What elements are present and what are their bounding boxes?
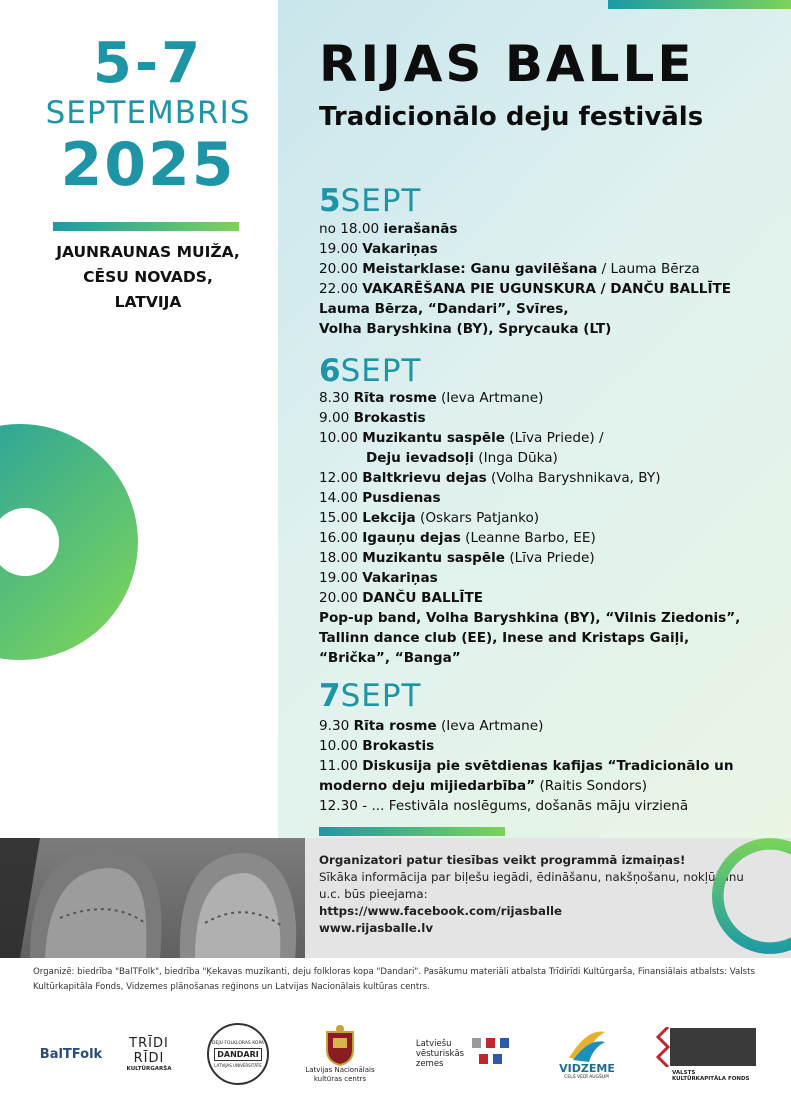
schedule-detail: / Lauma Bērza: [597, 261, 700, 277]
schedule-time: 12.00: [319, 470, 358, 486]
schedule-line: [319, 628, 740, 648]
venue-line: CĒSU NOVADS,: [83, 268, 213, 286]
day-heading: [319, 354, 421, 388]
schedule-activity: Vakariņas: [362, 241, 438, 257]
coat-of-arms-icon: [323, 1024, 357, 1066]
schedule-line: [319, 299, 731, 319]
schedule-activity: Rīta rosme: [353, 718, 437, 734]
schedule-line: [319, 756, 734, 776]
vidzeme-logo: VIDZEME CEĻŠ VEDĪ AUGŠUP!: [548, 1014, 626, 1094]
schedule-line: [319, 408, 740, 428]
sponsor-logos: [0, 1014, 791, 1094]
date-month: SEPTEMBRIS: [45, 95, 251, 131]
schedule-time: 15.00: [319, 510, 358, 526]
schedule-time: no 18.00: [319, 221, 380, 237]
lnkc-logo: Latvijas Nacionālais kultūras centrs: [298, 1014, 382, 1094]
day-label: SEPT: [340, 183, 422, 219]
schedule-time: 22.00: [319, 281, 358, 297]
day-number: 7: [319, 678, 341, 714]
schedule-activity: Volha Baryshkina (BY), Sprycauka (LT): [319, 321, 612, 337]
schedule-activity: Lekcija: [362, 510, 416, 526]
baltfolk-logo: BalTFolk: [39, 1046, 103, 1062]
day-number: 6: [319, 353, 341, 389]
schedule-detail: (Oskars Patjanko): [415, 510, 540, 526]
shoes-illustration: [0, 838, 305, 958]
schedule-line: [319, 588, 740, 608]
schedule-activity: Deju ievadsoļi: [366, 450, 474, 466]
schedule-activity: Brokastis: [362, 738, 435, 754]
schedule-time: 8.30: [319, 390, 350, 406]
schedule-line: [319, 488, 740, 508]
schedule-line: [319, 796, 734, 816]
schedule-activity: Meistarklase: Ganu gavilēšana: [362, 261, 598, 277]
schedule-time: 16.00: [319, 530, 358, 546]
day-label: SEPT: [340, 353, 422, 389]
schedule-time: 20.00: [319, 590, 358, 606]
vkkf-block: [670, 1028, 756, 1066]
schedule-line: [319, 428, 740, 448]
venue-line: LATVIJA: [114, 293, 182, 311]
schedule-detail: (Leanne Barbo, EE): [460, 530, 596, 546]
schedule-activity: Diskusija pie svētdienas kafijas “Tradicionālo un: [362, 758, 734, 774]
schedule-line: [319, 239, 731, 259]
schedule-activity: Muzikantu saspēle: [362, 430, 506, 446]
ring-decoration-left: [0, 424, 138, 662]
left-accent-bar: [53, 222, 239, 231]
notice-info: Sīkāka informācija par biļešu iegādi, ēdināšanu, nakšņošanu, nokļūšanu: [319, 870, 744, 884]
schedule-line: [319, 776, 734, 796]
shields-icon: [470, 1036, 514, 1072]
schedule-detail: (Līva Priede): [505, 550, 595, 566]
schedule-line: [319, 319, 731, 339]
date-days: 5-7: [92, 31, 204, 96]
schedule-activity: DANČU BALLĪTE: [362, 590, 484, 606]
schedule-activity: Lauma Bērza, “Dandari”, Svīres,: [319, 301, 569, 317]
schedule-time: 10.00: [319, 430, 358, 446]
schedule-activity: VAKARĒŠANA PIE UGUNSKURA / DANČU BALLĪTE: [362, 281, 732, 297]
venue-line: JAUNRAUNAS MUIŽA,: [56, 243, 240, 261]
schedule-line: [319, 448, 740, 468]
schedule-activity: moderno deju mijiedarbība”: [319, 778, 536, 794]
schedule-detail: (Ieva Artmane): [436, 718, 544, 734]
schedule-activity: “Brička”, “Banga”: [319, 650, 461, 666]
schedule-activity: Brokastis: [353, 410, 426, 426]
festival-title: RIJAS BALLE: [319, 35, 695, 93]
program-accent-bar: [319, 827, 505, 836]
schedule-detail: (Ieva Artmane): [436, 390, 544, 406]
venue: [20, 240, 276, 315]
schedule-detail: (Raitis Sondors): [535, 778, 648, 794]
vkkf-mark-icon: [656, 1027, 670, 1067]
schedule-time: 19.00: [319, 570, 358, 586]
schedule-activity: ierašanās: [383, 221, 458, 237]
dandari-logo: [205, 1014, 271, 1094]
schedule-activity: Vakariņas: [362, 570, 438, 586]
schedule-line: [319, 388, 740, 408]
festival-subtitle: Tradicionālo deju festivāls: [319, 102, 704, 132]
day-schedule: [319, 219, 731, 339]
day-heading: [319, 184, 421, 218]
schedule-time: 19.00: [319, 241, 358, 257]
schedule-line: [319, 608, 740, 628]
notice-info: u.c. būs pieejama:: [319, 887, 428, 901]
schedule-line: [319, 648, 740, 668]
day-number: 5: [319, 183, 341, 219]
date-block: [0, 31, 296, 200]
tridi-ridi-logo: TRĪDI RĪDI KULTŪRGARŠA: [126, 1036, 172, 1072]
credits-text: Organizē: biedrība "BalTFolk", biedrība "Ķekavas muzikanti, deju folkloras kopa "Dandari". Pasākumu materiāli atbalsta Trīdirīdi Kultūrgarša, Finansiālais atbalsts: Valsts Kultūrkapitāla Fonds, Vidzemes plānošanas reģinons un Latvijas Nacionālais kultūras centrs.: [33, 967, 755, 992]
shoes-photo: [0, 838, 305, 958]
schedule-time: 14.00: [319, 490, 358, 506]
schedule-activity: Tallinn dance club (EE), Inese and Kristaps Gaiļi,: [319, 630, 690, 646]
schedule-activity: Baltkrievu dejas: [362, 470, 487, 486]
schedule-detail: ... Festivāla noslēgums, došanās māju virzienā: [367, 798, 689, 814]
schedule-detail: (Līva Priede) /: [505, 430, 604, 446]
schedule-line: [319, 736, 734, 756]
schedule-line: [319, 219, 731, 239]
dandari-seal: DEJU FOLKLORAS KOPA DANDARI LATVIJAS UNIVERSITĀTE: [207, 1023, 269, 1085]
info-band: [0, 838, 791, 958]
schedule-line: [319, 508, 740, 528]
schedule-activity: Rīta rosme: [353, 390, 437, 406]
schedule-time: 12.30 -: [319, 798, 368, 814]
schedule-line: [319, 259, 731, 279]
schedule-line: [319, 528, 740, 548]
vidzeme-emblem-icon: [567, 1028, 607, 1062]
day-heading: [319, 679, 421, 713]
schedule-time: 20.00: [319, 261, 358, 277]
schedule-line: [319, 568, 740, 588]
schedule-activity: Pop-up band, Volha Baryshkina (BY), “Vilnis Ziedonis”,: [319, 610, 741, 626]
schedule-activity: Pusdienas: [362, 490, 441, 506]
schedule-time: 9.00: [319, 410, 350, 426]
schedule-line: [319, 279, 731, 299]
date-year: 2025: [60, 130, 236, 200]
schedule-activity: Igauņu dejas: [362, 530, 461, 546]
latvian-historical-lands-logo: Latviešu vēsturiskās zemes: [410, 1014, 520, 1094]
schedule-time: 11.00: [319, 758, 358, 774]
top-accent-bar: [608, 0, 791, 9]
website-link[interactable]: www.rijasballe.lv: [319, 921, 434, 935]
schedule-line: [319, 548, 740, 568]
vkkf-logo: VALSTS KULTŪRKAPITĀLA FONDS: [656, 1014, 760, 1094]
day-schedule: [319, 388, 740, 668]
notice-heading: Organizatori patur tiesības veikt programmā izmaiņas!: [319, 853, 686, 867]
schedule-detail: (Volha Baryshnikava, BY): [486, 470, 661, 486]
schedule-activity: Muzikantu saspēle: [362, 550, 506, 566]
schedule-detail: (Inga Dūka): [473, 450, 558, 466]
schedule-time: 9.30: [319, 718, 350, 734]
day-schedule: [319, 716, 734, 816]
notice-text: [319, 852, 744, 937]
day-label: SEPT: [340, 678, 422, 714]
schedule-time: 10.00: [319, 738, 358, 754]
facebook-link[interactable]: https://www.facebook.com/rijasballe: [319, 904, 563, 918]
schedule-time: 18.00: [319, 550, 358, 566]
schedule-line: [319, 468, 740, 488]
schedule-line: [319, 716, 734, 736]
